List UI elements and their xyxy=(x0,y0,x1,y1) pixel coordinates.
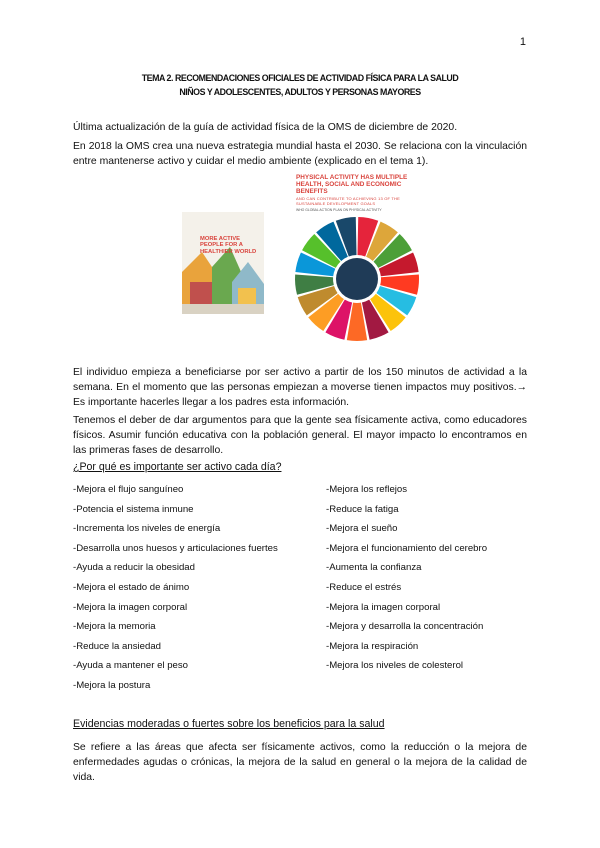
who-infographic xyxy=(176,172,426,342)
benefit-item: -Mejora el estado de ánimo xyxy=(73,582,190,593)
benefit-item: -Desarrolla unos huesos y articulaciones fuertes xyxy=(73,542,278,554)
document-title xyxy=(24,72,576,100)
benefit-item: -Aumenta la confianza xyxy=(326,562,422,574)
body-paragraph-2: Tenemos el deber de dar argumentos para que la gente sea físicamente activa, como educadores físicos. Asumir función educativa con la población general. El mayor impacto lo encontramos en las primeras fases de desarrollo. xyxy=(73,415,527,456)
benefit-item: -Incrementa los niveles de energía xyxy=(73,523,221,535)
benefit-item: -Mejora los niveles de colesterol xyxy=(326,660,464,672)
wheel-source: WHO GLOBAL ACTION PLAN ON PHYSICAL ACTIVITY xyxy=(296,208,382,212)
cover-title: MORE ACTIVE PEOPLE FOR A HEALTHIER WORLD xyxy=(200,236,257,255)
benefit-item: -Mejora y desarrolla la concentración xyxy=(326,621,484,633)
benefit-item: -Reduce la ansiedad xyxy=(73,640,162,652)
benefit-item: -Mejora el funcionamiento del cerebro xyxy=(326,542,488,554)
benefit-item: -Reduce la fatiga xyxy=(326,503,399,515)
benefit-item: -Mejora la respiración xyxy=(326,640,419,652)
title-line-1: TEMA 2. RECOMENDACIONES OFICIALES DE ACTIVIDAD FÍSICA PARA LA SALUD xyxy=(141,73,459,84)
question-heading: ¿Por qué es importante ser activo cada día? xyxy=(73,461,282,473)
evidence-paragraph: Se refiere a las áreas que afecta ser físicamente activos, como la reducción o la mejora de enfermedades agudas o crónicas, la mejora de la salud en general o la mejora de la calidad de vida. xyxy=(73,742,527,783)
wheel-title: PHYSICAL ACTIVITY HAS MULTIPLE HEALTH, SOCIAL AND ECONOMIC BENEFITS xyxy=(296,174,408,195)
benefit-item: -Mejora la postura xyxy=(73,680,151,691)
benefit-item: -Mejora la memoria xyxy=(73,621,156,633)
evidence-heading: Evidencias moderadas o fuertes sobre los beneficios para la salud xyxy=(73,718,385,730)
body-paragraph-1: El individuo empieza a beneficiarse por ser activo a partir de los 150 minutos de actividad a la semana. En el momento que las personas empiezan a moverse tienen impactos muy positivos.→ Es importante hacerles llegar a los padres esta información. xyxy=(73,367,527,408)
benefit-item: -Ayuda a reducir la obesidad xyxy=(73,562,195,574)
wheel-subtitle: AND CAN CONTRIBUTE TO ACHIEVING 13 OF THE SUSTAINABLE DEVELOPMENT GOALS xyxy=(296,196,400,206)
title-line-2: NIÑOS Y ADOLESCENTES, ADULTOS Y PERSONAS MAYORES xyxy=(179,87,421,98)
intro-paragraph-2: En 2018 la OMS crea una nueva estrategia mundial hasta el 2030. Se relaciona con la vinculación entre mantenerse activo y cuidar el medio ambiente (explicado en el tema 1). xyxy=(73,141,527,167)
report-cover-image xyxy=(182,212,264,314)
cover-illustration xyxy=(182,212,264,314)
benefit-item: -Mejora el sueño xyxy=(326,523,398,535)
benefit-item: -Mejora los reflejos xyxy=(326,484,408,495)
page-number: 1 xyxy=(519,36,526,48)
benefit-item: -Mejora el flujo sanguíneo xyxy=(73,484,184,495)
intro-paragraph-1: Última actualización de la guía de actividad física de la OMS de diciembre de 2020. xyxy=(73,122,458,133)
benefit-item: -Potencia el sistema inmune xyxy=(73,503,194,515)
benefit-item: -Reduce el estrés xyxy=(326,582,402,593)
benefit-item: -Mejora la imagen corporal xyxy=(326,601,441,613)
benefit-item: -Mejora la imagen corporal xyxy=(73,601,188,613)
wheel-center xyxy=(336,258,378,300)
sdg-wheel xyxy=(292,214,422,344)
benefit-item: -Ayuda a mantener el peso xyxy=(73,660,189,672)
